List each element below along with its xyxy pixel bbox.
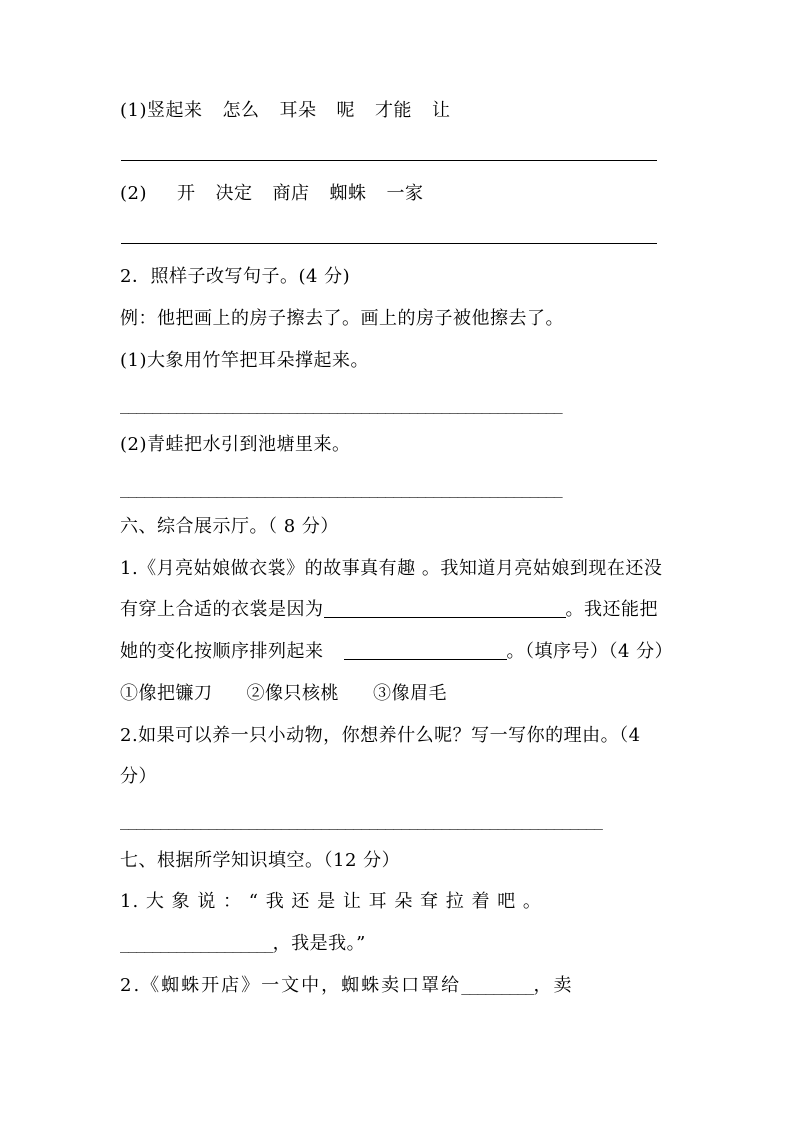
word-card: 蜘蛛 <box>329 183 367 204</box>
section7-title: 七、根据所学知识填空。（12 分） <box>120 850 401 871</box>
q1-item2 <box>120 182 444 206</box>
text-segment: ，卖 <box>533 975 574 996</box>
word-card: 呢 <box>336 100 355 121</box>
choice-item: ②像只核桃 <box>246 683 339 704</box>
word-card: 竖起来 <box>147 100 203 121</box>
choice-item: ③像眉毛 <box>373 683 447 704</box>
word-card: 决定 <box>215 183 253 204</box>
word-card: 怎么 <box>222 100 260 121</box>
section6-q2-line2: 分） <box>120 766 157 787</box>
fill-blank[interactable] <box>324 599 566 618</box>
section6-title: 六、综合展示厅。（ 8 分） <box>120 516 339 537</box>
section6-q1-line1: 1.《月亮姑娘做衣裳》的故事真有趣 。我知道月亮姑娘到现在还没 <box>120 558 663 579</box>
text-segment: 她的变化按顺序排列起来 <box>120 641 324 662</box>
answer-line[interactable] <box>121 243 657 244</box>
q2-item1: (1)大象用竹竿把耳朵撑起来。 <box>120 350 369 371</box>
word-card: 让 <box>432 100 451 121</box>
answer-line[interactable]: ____________________________________________________________ <box>120 812 602 830</box>
section6-q2-line1: 2.如果可以养一只小动物，你想养什么呢？写一写你的理由。（4 <box>120 725 641 746</box>
word-card: 一家 <box>386 183 424 204</box>
fill-blank[interactable] <box>344 641 507 660</box>
text-segment: 。（填序号）（4 分） <box>506 641 674 662</box>
section6-q1-line3 <box>120 640 673 664</box>
q1-item1-num: (1) <box>120 100 147 121</box>
word-card: 耳朵 <box>279 100 317 121</box>
choice-item: ①像把镰刀 <box>120 683 213 704</box>
fill-blank[interactable]: _________ <box>461 977 534 995</box>
fill-blank[interactable]: ___________________ <box>120 935 273 953</box>
text-segment: 有穿上合适的衣裳是因为 <box>120 599 324 620</box>
q2-title: 2．照样子改写句子。(4 分) <box>120 266 351 287</box>
q2-item2: (2)青蛙把水引到池塘里来。 <box>120 434 351 455</box>
section6-choices <box>120 682 481 706</box>
section6-q1-line2 <box>120 598 658 622</box>
text-segment: 2.《蜘蛛开店》一文中，蜘蛛卖口罩给 <box>120 975 462 996</box>
text-segment: 。我还能把 <box>565 599 658 620</box>
section7-q2-line1 <box>120 974 573 998</box>
text-segment: ，我是我。” <box>272 933 366 954</box>
word-card: 才能 <box>375 100 412 121</box>
answer-line[interactable] <box>121 160 657 161</box>
word-card: 商店 <box>272 183 310 204</box>
answer-line[interactable]: _______________________________________________________ <box>120 396 562 414</box>
q2-example: 例：他把画上的房子擦去了。画上的房子被他擦去了。 <box>120 308 564 329</box>
section7-q1-line2 <box>120 932 366 956</box>
word-card: 开 <box>177 183 196 204</box>
q1-item1 <box>120 99 471 123</box>
answer-line[interactable]: _______________________________________________________ <box>120 480 562 498</box>
section7-q1-line1: 1. 大 象 说 ： “ 我 还 是 让 耳 朵 耷 拉 着 吧 。 <box>120 891 542 912</box>
q1-item2-num: (2) <box>120 183 147 204</box>
